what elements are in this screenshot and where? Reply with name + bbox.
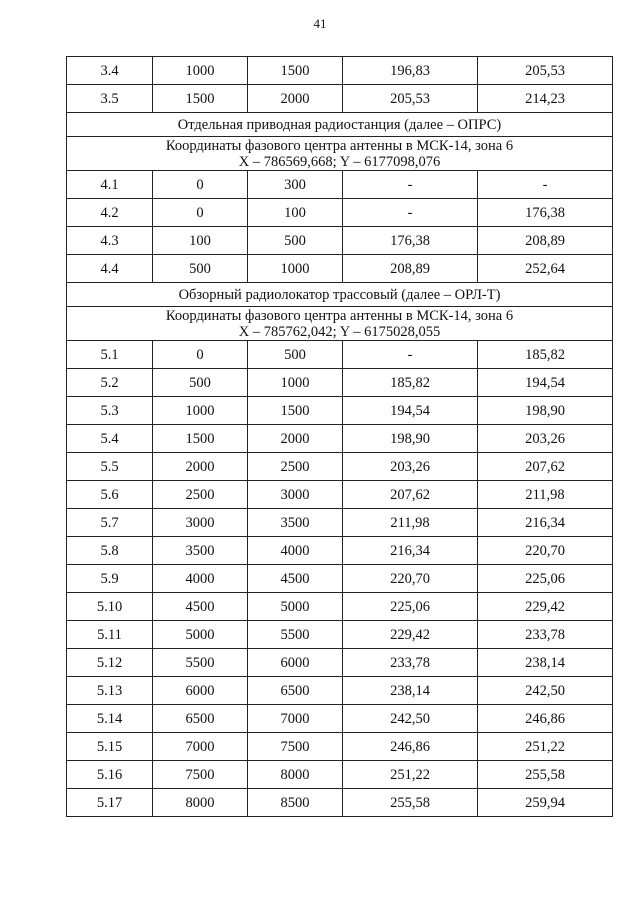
table-cell: 5.17 <box>67 789 153 817</box>
coordinates-row <box>67 307 613 341</box>
table-cell: 6500 <box>153 705 248 733</box>
table-cell: 196,83 <box>343 57 478 85</box>
table-cell: 1500 <box>248 57 343 85</box>
section-title: Обзорный радиолокатор трассовый (далее – ОРЛ-Т) <box>67 283 613 307</box>
table-cell: 1500 <box>153 425 248 453</box>
table-row <box>67 789 613 817</box>
table-cell: 225,06 <box>478 565 613 593</box>
table-cell: 252,64 <box>478 255 613 283</box>
table-cell: 242,50 <box>343 705 478 733</box>
table-cell: 500 <box>248 227 343 255</box>
table-cell: 207,62 <box>343 481 478 509</box>
table-cell: 1000 <box>248 255 343 283</box>
table-cell: 1000 <box>153 57 248 85</box>
table-row <box>67 733 613 761</box>
table-cell: 246,86 <box>343 733 478 761</box>
table-cell: 5.1 <box>67 341 153 369</box>
table-cell: 5.12 <box>67 649 153 677</box>
table-cell: 225,06 <box>343 593 478 621</box>
table-cell: 5.6 <box>67 481 153 509</box>
table-cell: 259,94 <box>478 789 613 817</box>
table-cell: 300 <box>248 171 343 199</box>
table-cell: 2000 <box>153 453 248 481</box>
table-cell: 5.5 <box>67 453 153 481</box>
table-row <box>67 565 613 593</box>
table-cell: 6000 <box>248 649 343 677</box>
table-cell: 198,90 <box>343 425 478 453</box>
table-cell: 229,42 <box>343 621 478 649</box>
table-cell: - <box>343 171 478 199</box>
section-header-row <box>67 113 613 137</box>
table-cell: 251,22 <box>478 733 613 761</box>
table-cell: 1500 <box>153 85 248 113</box>
table-cell: 5.10 <box>67 593 153 621</box>
table-cell: 2500 <box>248 453 343 481</box>
table-cell: 233,78 <box>478 621 613 649</box>
table-cell: 194,54 <box>478 369 613 397</box>
table-cell: 214,23 <box>478 85 613 113</box>
section-title: Отдельная приводная радиостанция (далее – ОПРС) <box>67 113 613 137</box>
table-cell: 233,78 <box>343 649 478 677</box>
table-row <box>67 369 613 397</box>
table-row <box>67 621 613 649</box>
table-cell: 4.4 <box>67 255 153 283</box>
table-cell: 5.8 <box>67 537 153 565</box>
table-cell: 4500 <box>153 593 248 621</box>
table-cell: 0 <box>153 171 248 199</box>
table-cell: 1000 <box>248 369 343 397</box>
table-cell: 1500 <box>248 397 343 425</box>
table-cell: 2000 <box>248 425 343 453</box>
table-cell: 100 <box>153 227 248 255</box>
table-cell: 185,82 <box>343 369 478 397</box>
table-cell: 3000 <box>153 509 248 537</box>
coordinates-cell <box>67 137 613 171</box>
table-cell: 7500 <box>153 761 248 789</box>
table-row <box>67 85 613 113</box>
table-row <box>67 509 613 537</box>
table-cell: 208,89 <box>343 255 478 283</box>
table-cell: 5.16 <box>67 761 153 789</box>
table-row <box>67 171 613 199</box>
table-cell: - <box>343 199 478 227</box>
table-row <box>67 255 613 283</box>
table-cell: 194,54 <box>343 397 478 425</box>
table-cell: 5.2 <box>67 369 153 397</box>
table-cell: 5.15 <box>67 733 153 761</box>
table-cell: 211,98 <box>478 481 613 509</box>
table-row <box>67 705 613 733</box>
table-cell: 500 <box>248 341 343 369</box>
coordinates-values: X – 785762,042; Y – 6175028,055 <box>238 323 441 340</box>
table-cell: 4500 <box>248 565 343 593</box>
table-cell: - <box>478 171 613 199</box>
table-cell: 238,14 <box>478 649 613 677</box>
table-cell: 205,53 <box>343 85 478 113</box>
table-cell: 203,26 <box>343 453 478 481</box>
coordinates-values: X – 786569,668; Y – 6177098,076 <box>238 153 441 170</box>
table-cell: 4.2 <box>67 199 153 227</box>
table-cell: 5.11 <box>67 621 153 649</box>
table-cell: 4000 <box>153 565 248 593</box>
table-row <box>67 199 613 227</box>
table-cell: 2500 <box>153 481 248 509</box>
table-cell: 8000 <box>153 789 248 817</box>
table-cell: 185,82 <box>478 341 613 369</box>
table-row <box>67 397 613 425</box>
table-row <box>67 57 613 85</box>
page-number: 41 <box>313 16 327 31</box>
table-cell: 5000 <box>153 621 248 649</box>
table-cell: 4.1 <box>67 171 153 199</box>
section-header-row <box>67 283 613 307</box>
table-cell: 203,26 <box>478 425 613 453</box>
table-row <box>67 425 613 453</box>
table-cell: 1000 <box>153 397 248 425</box>
table-cell: 208,89 <box>478 227 613 255</box>
table-row <box>67 537 613 565</box>
table-cell: 8000 <box>248 761 343 789</box>
table-cell: 3000 <box>248 481 343 509</box>
table-body <box>67 57 613 817</box>
table-cell: 255,58 <box>478 761 613 789</box>
table-row <box>67 453 613 481</box>
table-cell: 5500 <box>248 621 343 649</box>
table-row <box>67 649 613 677</box>
table-cell: 216,34 <box>343 537 478 565</box>
table-cell: 7000 <box>153 733 248 761</box>
coordinates-caption: Координаты фазового центра антенны в МСК-14, зона 6 <box>165 307 514 324</box>
table-cell: 5.14 <box>67 705 153 733</box>
table-cell: 198,90 <box>478 397 613 425</box>
table-row <box>67 593 613 621</box>
table-row <box>67 761 613 789</box>
table-cell: 3.4 <box>67 57 153 85</box>
table-cell: 4000 <box>248 537 343 565</box>
coordinates-caption: Координаты фазового центра антенны в МСК-14, зона 6 <box>165 137 514 154</box>
table-cell: 3500 <box>248 509 343 537</box>
table-cell: 5.13 <box>67 677 153 705</box>
table-cell: 251,22 <box>343 761 478 789</box>
table-cell: 220,70 <box>343 565 478 593</box>
table-cell: 5.4 <box>67 425 153 453</box>
table-cell: 5.9 <box>67 565 153 593</box>
table-cell: 500 <box>153 369 248 397</box>
table-row <box>67 677 613 705</box>
table-cell: 3.5 <box>67 85 153 113</box>
table-cell: 7500 <box>248 733 343 761</box>
table-cell: 7000 <box>248 705 343 733</box>
table-row <box>67 227 613 255</box>
table-cell: 6500 <box>248 677 343 705</box>
table-cell: 246,86 <box>478 705 613 733</box>
table-cell: 238,14 <box>343 677 478 705</box>
table-cell: 0 <box>153 341 248 369</box>
table-cell: 100 <box>248 199 343 227</box>
table-cell: 6000 <box>153 677 248 705</box>
data-table <box>66 56 613 817</box>
table-cell: 229,42 <box>478 593 613 621</box>
table-cell: 500 <box>153 255 248 283</box>
table-cell: 211,98 <box>343 509 478 537</box>
coordinates-cell <box>67 307 613 341</box>
table-cell: 5000 <box>248 593 343 621</box>
table-cell: 220,70 <box>478 537 613 565</box>
table-cell: 176,38 <box>478 199 613 227</box>
table-cell: 5500 <box>153 649 248 677</box>
table-cell: 216,34 <box>478 509 613 537</box>
table-cell: 8500 <box>248 789 343 817</box>
table-cell: 5.3 <box>67 397 153 425</box>
coordinates-row <box>67 137 613 171</box>
table-row <box>67 341 613 369</box>
table-row <box>67 481 613 509</box>
table-cell: 5.7 <box>67 509 153 537</box>
table-cell: 2000 <box>248 85 343 113</box>
table-cell: 207,62 <box>478 453 613 481</box>
table-cell: 205,53 <box>478 57 613 85</box>
table-cell: 4.3 <box>67 227 153 255</box>
table-cell: 176,38 <box>343 227 478 255</box>
table-cell: 3500 <box>153 537 248 565</box>
table-cell: 0 <box>153 199 248 227</box>
table-cell: - <box>343 341 478 369</box>
table-cell: 255,58 <box>343 789 478 817</box>
table-cell: 242,50 <box>478 677 613 705</box>
